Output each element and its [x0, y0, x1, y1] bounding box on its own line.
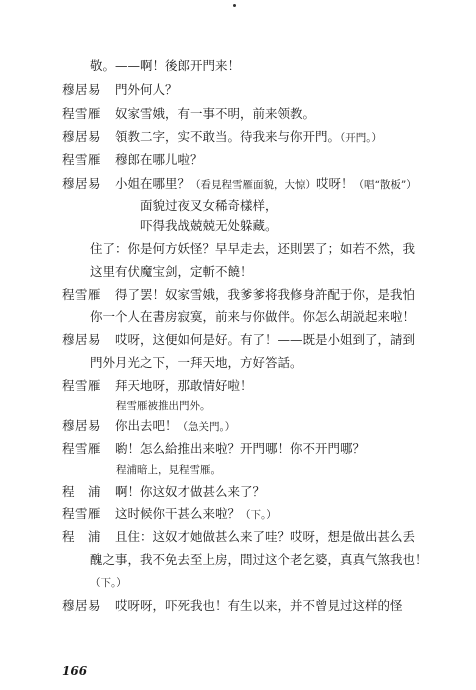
line-text: 住了：你是何方妖怪？早早走去，还則罢了；如若不然，我	[90, 241, 416, 256]
line-text: 醜之事，我不免去至上房，問过这个老乞婆，真真气煞我也！	[90, 552, 428, 567]
speaker-label: 程雪雁	[62, 441, 102, 456]
speaker-label: 穆居易	[62, 418, 102, 433]
line-text: 啊！你这奴才做甚么来了？	[115, 484, 266, 499]
stage-note: （看見程雪雁面貌，大惊）	[190, 179, 317, 191]
line-text-main: 哎呀！	[316, 176, 354, 191]
line-text	[115, 176, 417, 193]
page-top-mark	[233, 4, 236, 7]
line-text	[115, 506, 277, 523]
speaker-label: 程 浦	[62, 484, 102, 499]
page-number: 166	[62, 664, 88, 678]
speaker-label: 穆居易	[62, 332, 102, 347]
line-text-main: 領教二字，实不敢当。待我来与你开門。	[115, 129, 341, 144]
stage-note: （下。）	[240, 509, 277, 521]
line-text: 喲！怎么給推出来啦？开門哪！你不开門哪？	[115, 441, 366, 456]
stage-note: 程雪雁被推出門外。	[116, 400, 211, 412]
speaker-label: 程雪雁	[62, 152, 102, 167]
speaker-label: 穆居易	[62, 598, 102, 613]
line-text: 門外何人？	[115, 82, 178, 97]
line-text: 且住：这奴才她做甚么来了哇？哎呀，想是做出甚么丢	[115, 529, 416, 544]
speaker-label: 程雪雁	[62, 106, 102, 121]
stage-note: （急关門。）	[177, 421, 236, 433]
line-text: 这里有伏魔宝剑，定斬不饒！	[90, 264, 253, 279]
speaker-label: 穆居易	[62, 82, 102, 97]
speaker-label: 程雪雁	[62, 287, 102, 302]
stage-note: （开門。）	[340, 132, 383, 144]
line-text	[115, 129, 382, 146]
line-text-main: 这时候你干甚么来啦？	[115, 506, 241, 521]
stage-note: （下。）	[90, 577, 127, 589]
speaker-label: 程雪雁	[62, 378, 102, 393]
stage-note: （唱“散板”）	[353, 179, 417, 191]
speaker-label: 穆居易	[62, 176, 102, 191]
line-text: 拜天地呀，那敢情好啦！	[115, 378, 253, 393]
line-text: 奴家雪娥，有一事不明，前来领教。	[115, 106, 316, 121]
line-text-main: 小姐在哪里？	[115, 176, 191, 191]
line-text: 得了罢！奴家雪娥，我爹爹将我修身許配于你，是我怕	[115, 287, 416, 302]
line-text: 面貌过夜叉女稀奇樣样，	[140, 198, 278, 213]
speaker-label: 穆居易	[62, 129, 102, 144]
line-text-main: 你出去吧！	[115, 418, 178, 433]
line-text: 敬。——啊！後郎开門来！	[90, 58, 241, 73]
speaker-label: 程 浦	[62, 529, 102, 544]
line-text: 你一个人在書房寂寞，前来与你做伴。你怎么胡説起来啦！	[90, 309, 416, 324]
line-text: 吓得我战兢兢无处躲藏。	[140, 218, 278, 233]
line-text: 門外月光之下，一拜天地，方好答話。	[90, 355, 303, 370]
speaker-label: 程雪雁	[62, 506, 102, 521]
line-text: 哎呀呀，吓死我也！有生以来，并不曾見过这样的怪	[115, 598, 403, 613]
line-text	[115, 418, 235, 435]
stage-note: 程浦暗上，見程雪雁。	[116, 464, 221, 476]
line-text: 穆郎在哪儿啦？	[115, 152, 203, 167]
line-text: 哎呀，这便如何是好。有了！——既是小姐到了，請到	[115, 332, 416, 347]
